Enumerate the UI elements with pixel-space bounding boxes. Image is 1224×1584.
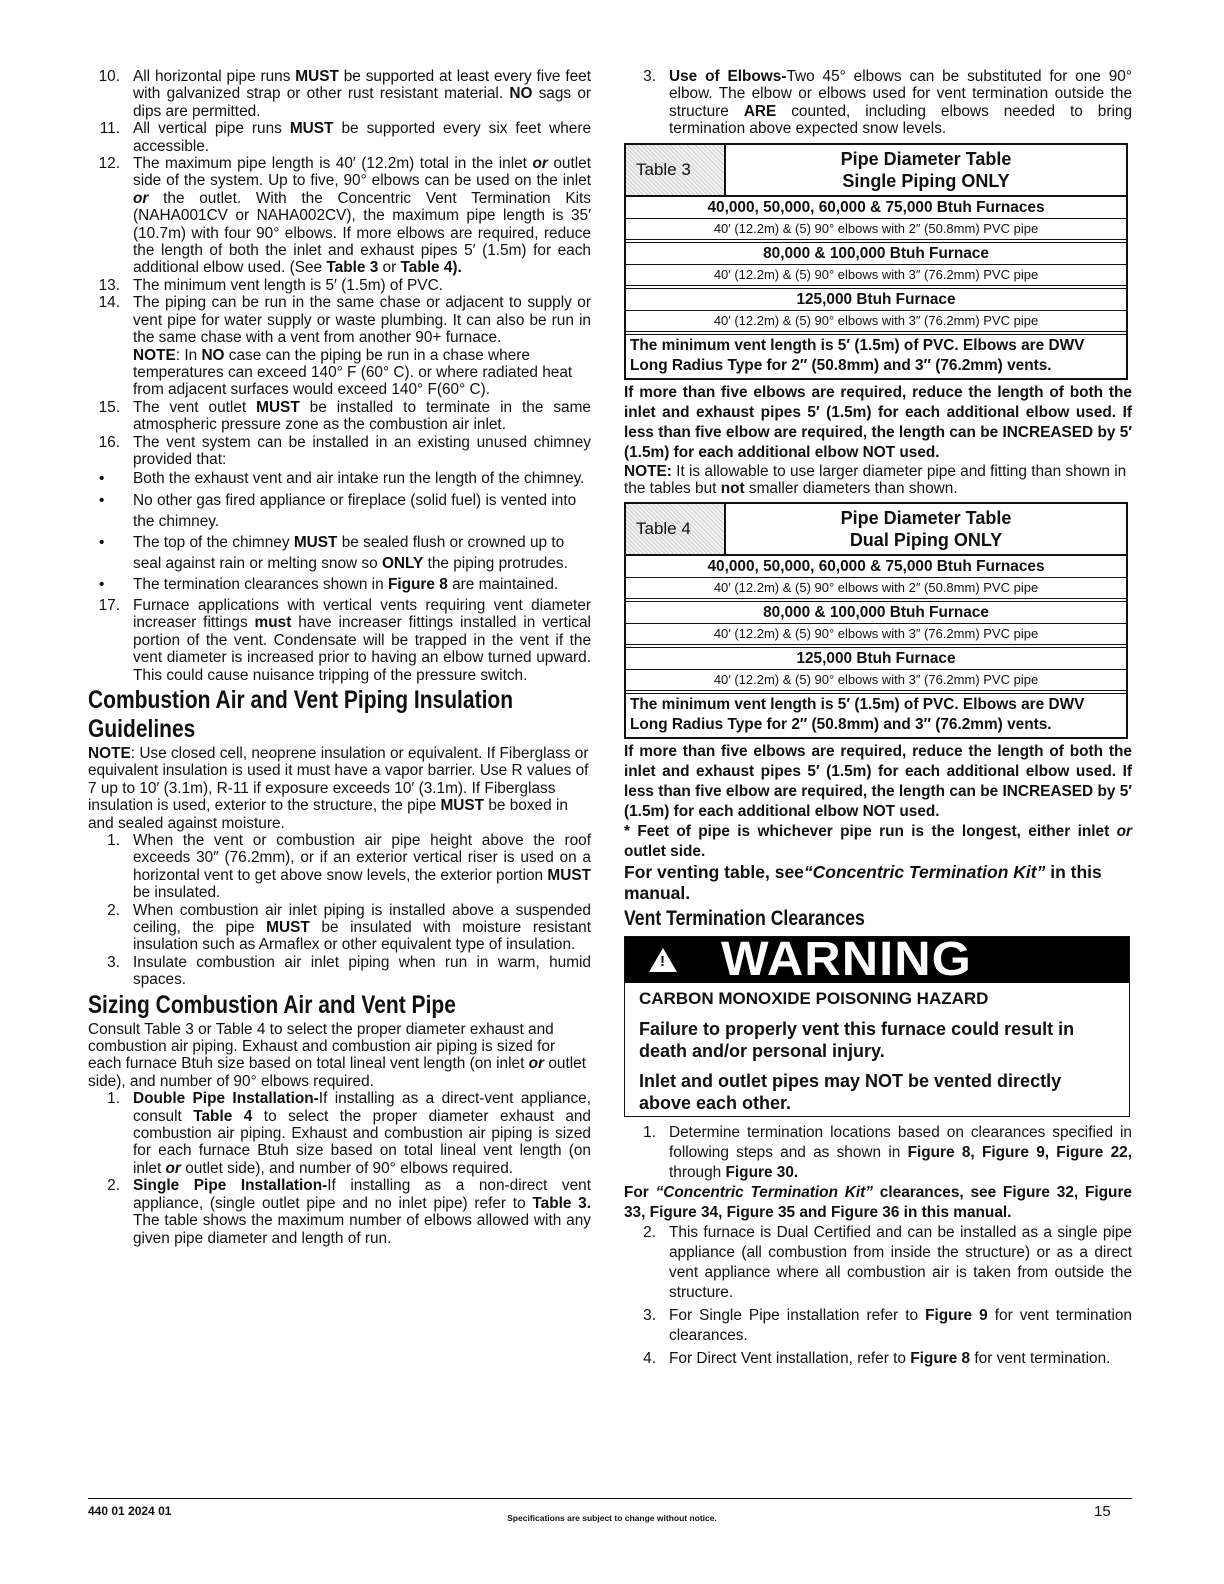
table-title — [726, 145, 1126, 195]
item-number: 1. — [107, 831, 120, 849]
item-text: When combustion air inlet piping is installed above a suspended ceiling, the pipe MUST be insulated with moisture resistant insulation such as Armaflex or other equivalent type of insulation. — [133, 901, 591, 954]
note-paragraph: NOTE: In NO case can the piping be run in a chase where temperatures can exceed 140° F (60° C). or where radiated heat from adjacent surfaces would exceed 140° F(60° C). — [133, 346, 573, 399]
footnote-paragraph: * Feet of pipe is whichever pipe run is the longest, either inlet or outlet side. — [624, 823, 1132, 861]
item-number: 13. — [98, 276, 120, 294]
bullet-dot: • — [99, 470, 105, 488]
item-number: 1. — [107, 1090, 120, 1108]
table-title — [726, 504, 1126, 554]
bullet-dot: • — [99, 534, 105, 552]
note-paragraph: NOTE: It is allowable to use larger diameter pipe and fitting than shown in the tables but not smaller diameters than shown. — [624, 462, 1127, 498]
page-number: 15 — [1094, 1503, 1111, 1520]
item-number: 3. — [107, 953, 120, 971]
item-number: 10. — [98, 68, 120, 85]
item-number: 3. — [643, 68, 656, 85]
bullet-item — [88, 491, 591, 532]
table-row: 40′ (12.2m) & (5) 90° elbows with 3″ (76.2mm) PVC pipe — [626, 265, 1126, 289]
elbow-rule-paragraph: If more than five elbows are required, reduce the length of both the inlet and exhaust pipes 5′ (1.5m) for each additional elbow used. If less than five elbow are required, the length can be INCREASED by 5′ (1.5m) for each additional elbow NOT used. — [624, 383, 1132, 461]
list-item — [88, 902, 591, 954]
hazard-title: CARBON MONOXIDE POISONING HAZARD — [639, 989, 989, 1009]
concentric-clearances-reference: For “Concentric Termination Kit” clearances, see Figure 32, Figure 33, Figure 34, Figure 35 and Figure 36 in this manual. — [624, 1184, 1132, 1222]
list-item — [88, 832, 591, 902]
item-text: Single Pipe Installation-If installing as a non-direct vent appliance, (single outlet pipe and no inlet pipe) refer to Table 3. The table shows the maximum number of elbows allowed with any given pipe diameter and length of run. — [133, 1177, 592, 1247]
item-number: 2. — [107, 901, 120, 919]
list-item — [624, 1223, 1132, 1303]
pipe-diameter-table-4 — [624, 502, 1128, 739]
list-item — [88, 1090, 591, 1177]
item-number: 2. — [643, 1224, 656, 1242]
table-header — [626, 504, 1126, 556]
item-number: 12. — [98, 155, 120, 173]
table-footnote: The minimum vent length is 5′ (1.5m) of PVC. Elbows are DWV Long Radius Type for 2″ (50.8mm) and 3″ (76.2mm) vents. — [630, 336, 1085, 374]
pipe-diameter-table-3 — [624, 143, 1128, 380]
warning-triangle-icon — [649, 948, 677, 972]
bullet-dot: • — [99, 576, 105, 594]
list-item — [624, 68, 1132, 138]
item-number: 15. — [98, 398, 120, 416]
document-code: 440 01 2024 01 — [88, 1504, 172, 1518]
table-row: 40′ (12.2m) & (5) 90° elbows with 2″ (50.8mm) PVC pipe — [626, 578, 1126, 602]
item-text: All vertical pipe runs MUST be supported every six feet where accessible. — [133, 120, 592, 155]
list-item — [88, 1177, 591, 1247]
item-text: This furnace is Dual Certified and can be installed as a single pipe appliance (all combustion from inside the structure) or as a direct vent appliance where all combustion air is taken from outside the structure. — [669, 1224, 1132, 1302]
bullet-text: The top of the chimney MUST be sealed flush or crowned up to seal against rain or melting snow so ONLY the piping protrudes. — [133, 534, 568, 572]
list-item — [88, 954, 591, 989]
item-text: All horizontal pipe runs MUST be supported at least every five feet with galvanized strap or other rust resistant material. NO sags or dips are permitted. — [133, 68, 592, 120]
exclamation-mark: ! — [660, 953, 665, 971]
item-text: The vent system can be installed in an existing unused chimney provided that: — [133, 433, 591, 468]
section-heading-insulation: Combustion Air and Vent Piping Insulation Guidelines — [88, 685, 514, 743]
sizing-paragraph: Consult Table 3 or Table 4 to select the proper diameter exhaust and combustion air piping. Exhaust and combustion air piping is sized for each furnace Btuh size based on total lineal vent length (on inlet or outlet side), and number of 90° elbows required. — [88, 1020, 586, 1090]
bullet-item — [88, 533, 591, 574]
table-title-line: Pipe Diameter Table — [840, 508, 1012, 529]
table-section-head: 40,000, 50,000, 60,000 & 75,000 Btuh Furnaces — [626, 197, 1126, 219]
table-section-head: 125,000 Btuh Furnace — [626, 289, 1126, 311]
list-item — [88, 597, 591, 684]
warning-word: WARNING — [721, 933, 972, 987]
section-heading-termination: Vent Termination Clearances — [624, 907, 865, 931]
item-number: 14. — [98, 294, 120, 312]
venting-table-reference: For venting table, see“Concentric Termination Kit” in this manual. — [624, 862, 1102, 904]
item-number: 16. — [98, 433, 120, 451]
list-item — [624, 1123, 1132, 1183]
item-text: Insulate combustion air inlet piping when run in warm, humid spaces. — [133, 953, 591, 989]
table-subtitle-line: Single Piping ONLY — [842, 170, 1010, 191]
table-section-head: 80,000 & 100,000 Btuh Furnace — [626, 602, 1126, 624]
table-tag: Table 4 — [626, 504, 726, 554]
section-heading-sizing: Sizing Combustion Air and Vent Pipe — [88, 990, 456, 1019]
table-tag: Table 3 — [626, 145, 726, 195]
table-section-head: 80,000 & 100,000 Btuh Furnace — [626, 243, 1126, 265]
insulation-note: NOTE: Use closed cell, neoprene insulation or equivalent. If Fiberglass or equivalent insulation is used it must have a vapor barrier. Use R values of 7 up to 10′ (3.1m), R-11 if exposure exceeds 10′ (3.1m). If Fiberglass insulation is used, exterior to the structure, the pipe MUST be boxed in and sealed against moisture. — [88, 744, 589, 832]
item-number: 3. — [643, 1307, 656, 1325]
item-text: For Direct Vent installation, refer to Figure 8 for vent termination. — [669, 1350, 1111, 1368]
item-text: Use of Elbows-Two 45° elbows can be substituted for one 90° elbow. The elbow or elbows used for vent termination outside the structure ARE counted, including elbows needed to bring termination above expected snow levels. — [669, 68, 1132, 138]
item-text: For Single Pipe installation refer to Figure 9 for vent termination clearances. — [669, 1307, 1132, 1345]
bullet-item — [88, 469, 591, 490]
item-text: The maximum pipe length is 40′ (12.2m) total in the inlet or outlet side of the system. Up to five, 90° elbows can be used on the inlet or the outlet. With the Concentric Vent Termination Kits (NAHA001CV or NAHA002CV), the maximum pipe length is 35′ (10.7m) with four 90° elbows. If more elbows are required, reduce the length of both the inlet and exhaust pipes 5′ (1.5m) for each additional elbow used. (See Table 3 or Table 4). — [133, 155, 591, 277]
list-item — [88, 277, 591, 294]
item-number: 4. — [643, 1350, 656, 1368]
warning-banner — [625, 933, 1129, 987]
list-item — [88, 399, 591, 434]
item-number: 11. — [99, 120, 120, 138]
list-item — [88, 120, 591, 155]
item-text: Determine termination locations based on clearances specified in following steps and as shown in Figure 8, Figure 9, Figure 22, through Figure 30. — [669, 1124, 1132, 1182]
table-subtitle-line: Dual Piping ONLY — [849, 530, 1003, 551]
list-item — [624, 1306, 1132, 1346]
item-number: 17. — [98, 596, 120, 614]
bullet-text: Both the exhaust vent and air intake run the length of the chimney. — [133, 470, 585, 488]
bullet-dot: • — [99, 491, 105, 509]
item-text: The vent outlet MUST be installed to terminate in the same atmospheric pressure zone as the combustion air inlet. — [133, 398, 591, 434]
footer-notice: Specifications are subject to change without notice. — [507, 1513, 717, 1523]
hazard-consequence: Failure to properly vent this furnace could result in death and/or personal injury. — [639, 1019, 1075, 1062]
item-text: When the vent or combustion air pipe height above the roof exceeds 30″ (76.2mm), or if an exterior vertical riser is used on a horizontal vent to get above snow levels, the exterior portion MUST be insulated. — [133, 831, 591, 902]
item-text: Furnace applications with vertical vents requiring vent diameter increaser fittings must have increaser fittings installed in vertical portion of the vent. Condensate will be trapped in the vent if the vent diameter is increased prior to having an elbow turned upward. This could cause nuisance tripping of the pressure switch. — [133, 596, 591, 684]
list-item — [88, 294, 591, 346]
bullet-text: No other gas fired appliance or fireplace (solid fuel) is vented into the chimney. — [133, 491, 577, 530]
table-row: 40′ (12.2m) & (5) 90° elbows with 3″ (76.2mm) PVC pipe — [626, 670, 1126, 694]
list-item — [88, 68, 591, 120]
list-item — [88, 434, 591, 469]
bullet-item — [88, 575, 591, 596]
item-text: The minimum vent length is 5′ (1.5m) of PVC. — [133, 276, 443, 294]
table-section-head: 40,000, 50,000, 60,000 & 75,000 Btuh Furnaces — [626, 556, 1126, 578]
item-number: 1. — [643, 1124, 656, 1142]
bullet-text: The termination clearances shown in Figure 8 are maintained. — [133, 576, 559, 594]
right-column — [624, 68, 1132, 1372]
list-item — [624, 1349, 1132, 1369]
item-number: 2. — [107, 1177, 120, 1195]
elbow-rule-paragraph: If more than five elbows are required, reduce the length of both the inlet and exhaust pipes 5′ (1.5m) for each additional elbow used. If less than five elbow are required, the length can be INCREASED by 5′ (1.5m) for each additional elbow NOT used. — [624, 743, 1132, 821]
table-header — [626, 145, 1126, 197]
list-item — [88, 155, 591, 277]
hazard-instruction: Inlet and outlet pipes may NOT be vented directly above each other. — [639, 1071, 1062, 1114]
table-section-head: 125,000 Btuh Furnace — [626, 648, 1126, 670]
table-row: 40′ (12.2m) & (5) 90° elbows with 2″ (50.8mm) PVC pipe — [626, 219, 1126, 243]
warning-box — [624, 933, 1130, 1117]
item-text: The piping can be run in the same chase or adjacent to supply or vent pipe for water supply or waste plumbing. It can also be run in the same chase with a vent from another 90+ furnace. — [133, 294, 591, 347]
table-row: 40′ (12.2m) & (5) 90° elbows with 3″ (76.2mm) PVC pipe — [626, 624, 1126, 648]
table-title-line: Pipe Diameter Table — [840, 148, 1012, 169]
left-column — [88, 68, 591, 1247]
footer-rule — [88, 1498, 1132, 1499]
item-text: Double Pipe Installation-If installing as a direct-vent appliance, consult Table 4 to select the proper diameter exhaust and combustion air piping. Exhaust and combustion air piping is sized for each furnace Btuh size based on total lineal vent length (on inlet or outlet side), and number of 90° elbows required. — [133, 1090, 591, 1177]
table-row: 40′ (12.2m) & (5) 90° elbows with 3″ (76.2mm) PVC pipe — [626, 311, 1126, 335]
table-footnote: The minimum vent length is 5′ (1.5m) of PVC. Elbows are DWV Long Radius Type for 2″ (50.8mm) and 3″ (76.2mm) vents. — [630, 696, 1085, 734]
